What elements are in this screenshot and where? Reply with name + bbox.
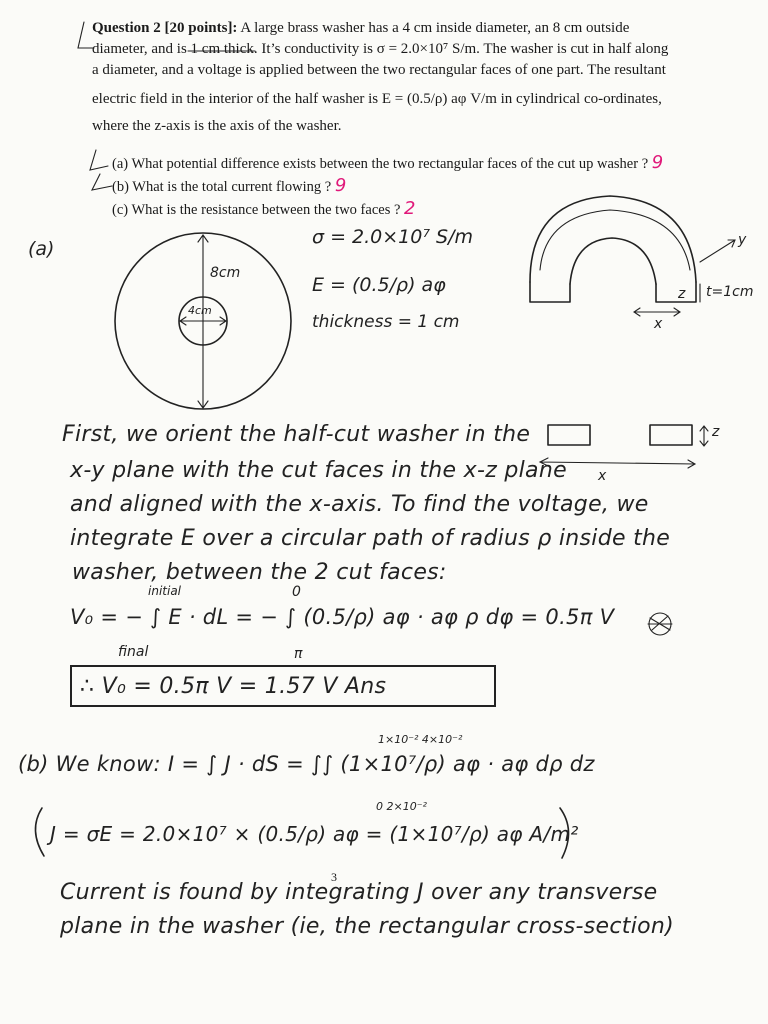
voltage-answer: ∴ V₀ = 0.5π V = 1.57 V Ans (80, 674, 387, 699)
half-washer-outer (530, 196, 696, 282)
label-part-a: (a) (28, 238, 55, 260)
thickness-value: thickness = 1 cm (312, 312, 460, 332)
outer-dimension: 8cm (210, 265, 241, 281)
scribble-lines (648, 616, 672, 630)
integral-final: final (118, 644, 149, 660)
figure-y-label: y (738, 232, 747, 248)
part-c-text: (c) What is the resistance between the two faces ? (112, 202, 401, 218)
part-a-text: (a) What potential difference exists between the two rectangular faces of the cut up washer ? (112, 156, 649, 172)
efield-value: E = (0.5/ρ) aφ (312, 274, 446, 296)
text-line-2: x-y plane with the cut faces in the x-z plane (70, 458, 567, 483)
x-arrow-small (634, 308, 680, 316)
text-line-5: washer, between the 2 cut faces: (72, 560, 447, 585)
integral-initial: initial (148, 584, 181, 598)
question-line-2: diameter, and is 1 cm thick. It’s conductivity is σ = 2.0×10⁷ S/m. The washer is cut in half along (92, 41, 669, 57)
text-line-4: integrate E over a circular path of radius ρ inside the (70, 526, 671, 551)
margin-bracket-3 (92, 174, 112, 190)
text-line-6: Current is found by integrating J over any transverse (60, 880, 658, 905)
question-line-5: where the z-axis is the axis of the washer. (92, 118, 342, 134)
half-washer-base (530, 282, 696, 302)
question-line-1-rest: A large brass washer has a 4 cm inside diameter, an 8 cm outside (237, 20, 630, 36)
page-number: 3 (331, 870, 337, 884)
cut-face-z-label: z (712, 424, 720, 440)
z-arrow (700, 426, 708, 446)
question-line-3: a diameter, and a voltage is applied between the two rectangular faces of one part. The resultant (92, 62, 666, 78)
inner-dimension: 4cm (188, 304, 212, 317)
text-line-3: and aligned with the x-axis. To find the voltage, we (70, 492, 649, 517)
half-washer-depth (540, 210, 690, 270)
voltage-equation: V₀ = − ∫ E · dL = − ∫ (0.5/ρ) aφ · aφ ρ dφ = 0.5π V (70, 605, 615, 629)
figure-x-label: x (654, 316, 663, 332)
figure-t-label: t=1cm (706, 284, 754, 300)
part-b-text: (b) What is the total current flowing ? (112, 179, 332, 195)
figure-z-label: z (678, 286, 686, 302)
cut-face-x-label: x (598, 468, 607, 484)
integral-upper-0: 0 (292, 584, 301, 600)
current-density-equation: J = σE = 2.0×10⁷ × (0.5/ρ) aφ = (1×10⁷/ρ) aφ A/m² (50, 822, 579, 846)
j-bracket-left (35, 808, 44, 856)
question-heading: Question 2 [20 points]: (92, 20, 238, 36)
b-limits-top: 1×10⁻² 4×10⁻² (378, 733, 463, 746)
text-line-7: plane in the washer (ie, the rectangular cross-section) (60, 914, 674, 939)
y-arrow (700, 240, 735, 262)
cut-face-left (548, 425, 590, 445)
margin-bracket-1 (78, 22, 94, 48)
part-b-grade: 9 (334, 175, 347, 196)
current-integral: (b) We know: I = ∫ J · dS = ∫∫ (1×10⁷/ρ) aφ · aφ dρ dz (18, 752, 595, 776)
question-line-4: electric field in the interior of the half washer is E = (0.5/ρ) aφ V/m in cylindrical co-ordinates, (92, 91, 662, 107)
half-washer-inner (570, 238, 656, 284)
part-a-grade: 9 (651, 152, 664, 173)
integral-lower-pi: π (294, 646, 303, 662)
sigma-value: σ = 2.0×10⁷ S/m (312, 226, 473, 248)
margin-bracket-2 (90, 150, 108, 170)
part-c-grade: 2 (404, 198, 416, 219)
cut-face-right (650, 425, 692, 445)
b-limits-bottom: 0 2×10⁻² (376, 800, 427, 813)
text-line-1: First, we orient the half-cut washer in the (62, 422, 531, 447)
